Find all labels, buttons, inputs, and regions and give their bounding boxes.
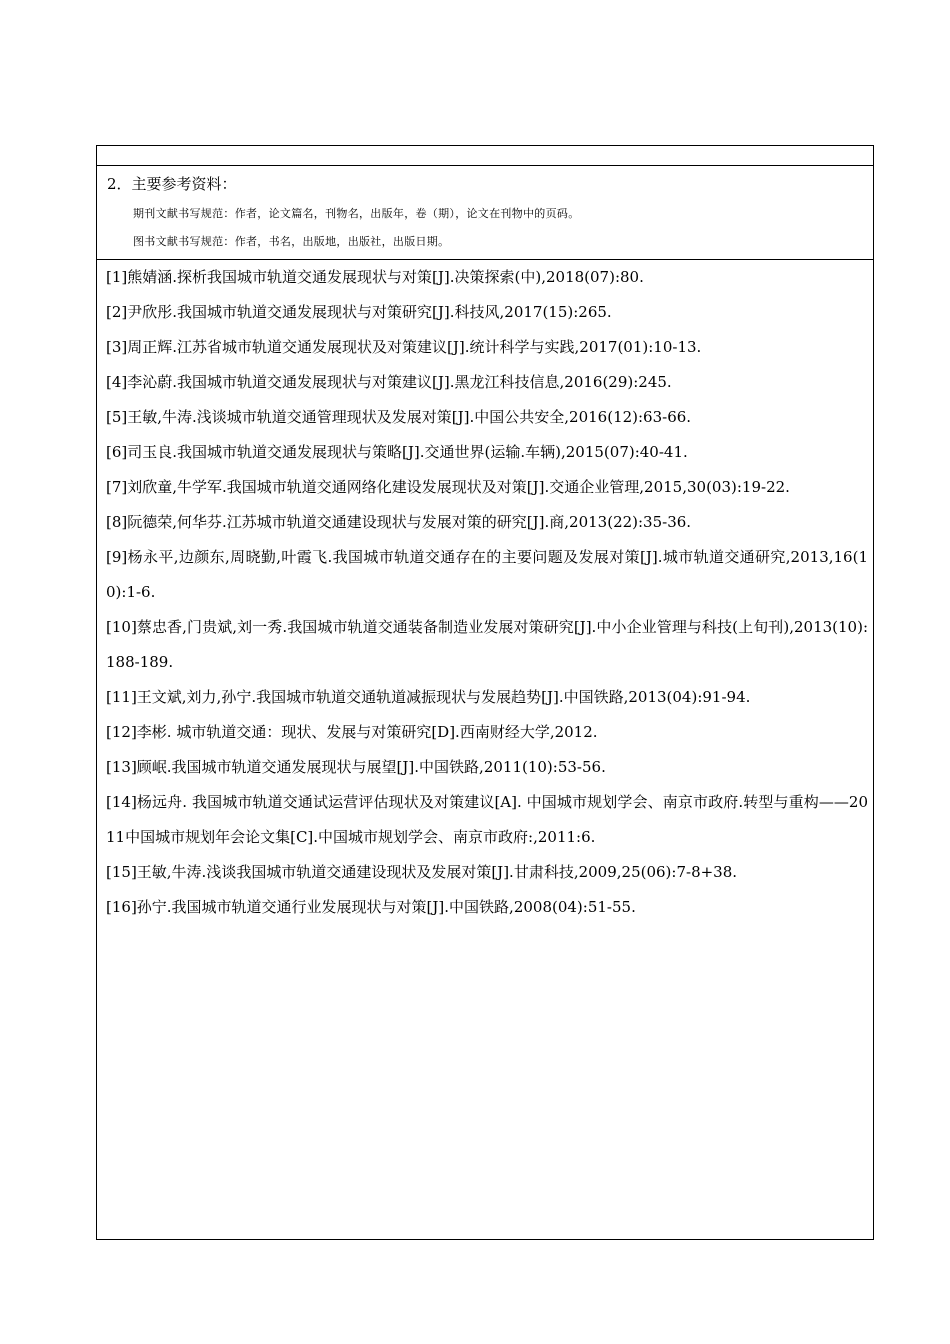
- reference-item: [3]周正辉.江苏省城市轨道交通发展现状及对策建议[J].统计科学与实践,2017(01):10-13.: [106, 338, 702, 356]
- references-header-cell: [97, 166, 873, 260]
- reference-item: [15]王敏,牛涛.浅谈我国城市轨道交通建设现状及发展对策[J].甘肃科技,2009,25(06):7-8+38.: [106, 863, 738, 881]
- journal-citation-norm: 期刊文献书写规范：作者，论文篇名，刊物名，出版年，卷（期），论文在刊物中的页码。: [133, 207, 580, 220]
- reference-item: [2]尹欣彤.我国城市轨道交通发展现状与对策研究[J].科技风,2017(15):265.: [106, 303, 612, 321]
- reference-item: [14]杨远舟. 我国城市轨道交通试运营评估现状及对策建议[A]. 中国城市规划学会、南京市政府.转型与重构——2011中国城市规划年会论文集[C].中国城市规划学会、南京市政府:,2011:6.: [106, 793, 868, 846]
- section-title: 2．主要参考资料：: [107, 175, 237, 193]
- reference-item: [16]孙宁.我国城市轨道交通行业发展现状与对策[J].中国铁路,2008(04):51-55.: [106, 898, 636, 916]
- reference-item: [5]王敏,牛涛.浅谈城市轨道交通管理现状及发展对策[J].中国公共安全,2016(12):63-66.: [106, 408, 692, 426]
- reference-item: [8]阮德荣,何华芬.江苏城市轨道交通建设现状与发展对策的研究[J].商,2013(22):35-36.: [106, 513, 692, 531]
- reference-item: [6]司玉良.我国城市轨道交通发展现状与策略[J].交通世界(运输.车辆),2015(07):40-41.: [106, 443, 688, 461]
- reference-item: [13]顾岷.我国城市轨道交通发展现状与展望[J].中国铁路,2011(10):53-56.: [106, 758, 606, 776]
- reference-item: [4]李沁蔚.我国城市轨道交通发展现状与对策建议[J].黑龙江科技信息,2016(29):245.: [106, 373, 672, 391]
- reference-item: [11]王文斌,刘力,孙宁.我国城市轨道交通轨道减振现状与发展趋势[J].中国铁路,2013(04):91-94.: [106, 688, 751, 706]
- reference-item: [7]刘欣童,牛学军.我国城市轨道交通网络化建设发展现状及对策[J].交通企业管理,2015,30(03):19-22.: [106, 478, 790, 496]
- references-table: [96, 145, 874, 1240]
- reference-list: [106, 260, 868, 925]
- book-citation-norm: 图书文献书写规范：作者，书名，出版地，出版社，出版日期。: [133, 235, 450, 248]
- reference-item: [10]蔡忠香,门贵斌,刘一秀.我国城市轨道交通装备制造业发展对策研究[J].中小企业管理与科技(上旬刊),2013(10):188-189.: [106, 618, 868, 671]
- reference-item: [12]李彬. 城市轨道交通：现状、发展与对策研究[D].西南财经大学,2012.: [106, 723, 598, 741]
- table-top-row: [97, 146, 873, 166]
- reference-item: [1]熊婧涵.探析我国城市轨道交通发展现状与对策[J].决策探索(中),2018(07):80.: [106, 268, 644, 286]
- reference-item: [9]杨永平,边颜东,周晓勤,叶霞飞.我国城市轨道交通存在的主要问题及发展对策[J].城市轨道交通研究,2013,16(10):1-6.: [106, 548, 868, 601]
